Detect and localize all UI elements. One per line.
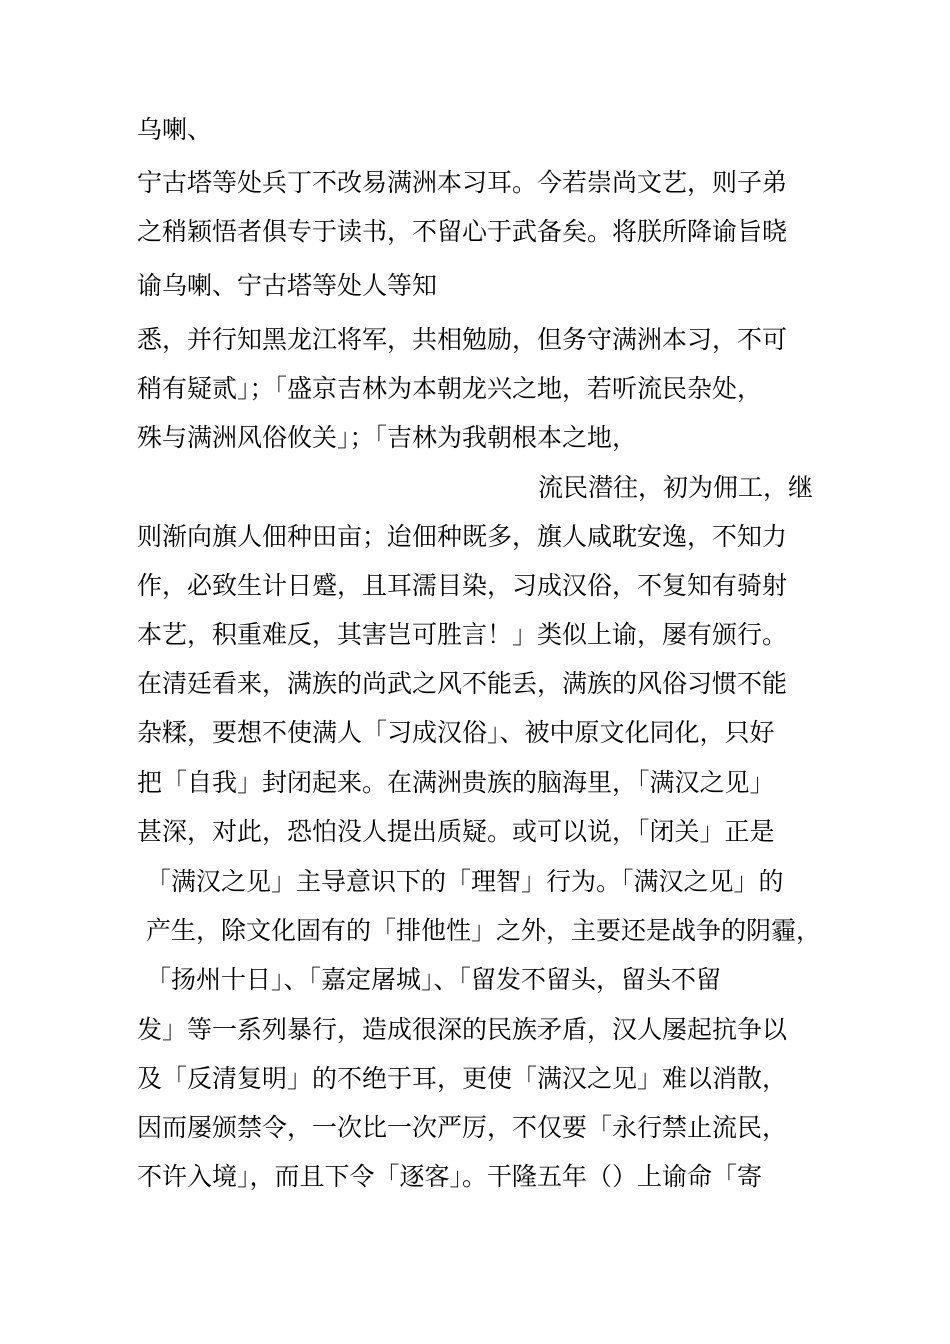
text-line: 谕乌喇、宁古塔等处人等知 [137, 271, 438, 300]
text-line: 稍有疑贰」；「盛京吉林为本朝龙兴之地，若听流民杂处， [137, 374, 763, 403]
text-line: 之稍颖悟者俱专于读书，不留心于武备矣。将朕所降谕旨晓 [137, 217, 788, 246]
text-line: 作，必致生计日蹙，且耳濡目染，习成汉俗，不复知有骑射 [137, 571, 788, 600]
text-line: 「满汉之见」主导意识下的「理智」行为。「满汉之见」的 [146, 867, 784, 896]
text-line: 在清廷看来，满族的尚武之风不能丢，满族的风俗习惯不能 [137, 669, 788, 698]
text-line: 本艺，积重难反，其害岂可胜言！」类似上谕，屡有颁行。 [137, 620, 788, 649]
text-line: 不许入境」，而且下令「逐客」。干隆五年（）上谕命「寄 [137, 1162, 763, 1191]
text-line: 宁古塔等处兵丁不改易满洲本习耳。今若崇尚文艺，则子弟 [137, 168, 788, 197]
text-line: 产生，除文化固有的「排他性」之外，主要还是战争的阴霾， [146, 916, 822, 945]
text-line: 甚深，对此，恐怕没人提出质疑。或可以说，「闭关」正是 [137, 817, 775, 846]
text-line: 则渐向旗人佃种田亩；迨佃种既多，旗人咸耽安逸，不知力 [137, 522, 788, 551]
text-line: 乌喇、 [137, 115, 213, 144]
text-line: 「扬州十日」、「嘉定屠城」、「留发不留头，留头不留 [146, 965, 722, 994]
text-line: 发」等一系列暴行，造成很深的民族矛盾，汉人屡起抗争以 [137, 1015, 788, 1044]
text-line: 殊与满洲风俗攸关」；「吉林为我朝根本之地， [137, 423, 638, 452]
text-line: 杂糅，要想不使满人「习成汉俗」、被中原文化同化，只好 [137, 718, 775, 747]
text-line: 把「自我」封闭起来。在满洲贵族的脑海里，「满汉之见」 [137, 768, 775, 797]
text-line: 及「反清复明」的不绝于耳，更使「满汉之见」难以消散， [137, 1064, 788, 1093]
text-line: 流民潜往，初为佣工，继 [538, 473, 814, 502]
text-line: 悉，并行知黑龙江将军，共相勉励，但务守满洲本习，不可 [137, 325, 788, 354]
text-line: 因而屡颁禁令，一次比一次严厉，不仅要「永行禁止流民， [137, 1113, 788, 1142]
